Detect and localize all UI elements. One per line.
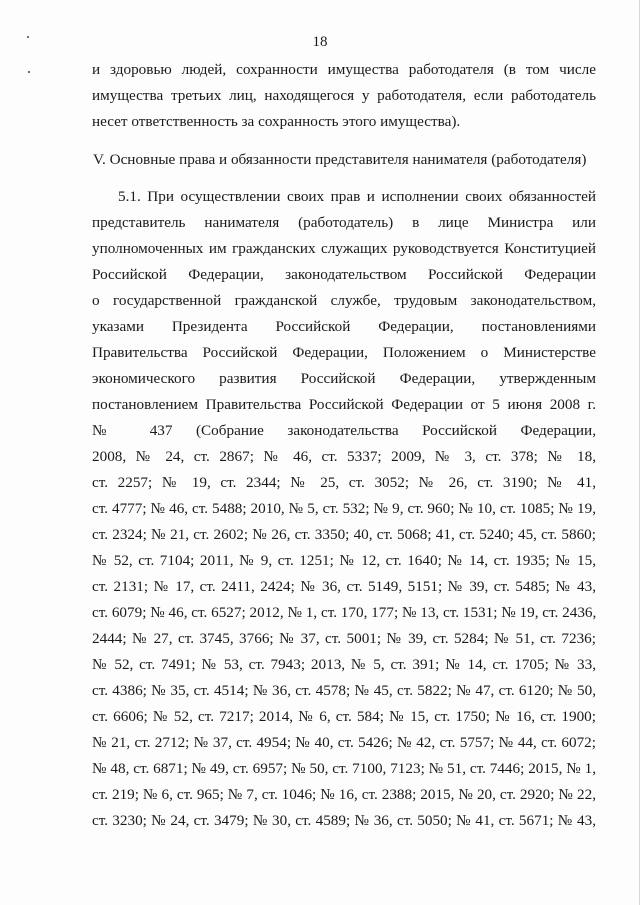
clause-line: уполномоченных им гражданских служащих руководствуется Конституцией — [92, 240, 596, 257]
clause-line: № 52, ст. 7491; № 53, ст. 7943; 2013, № 5, ст. 391; № 14, ст. 1705; № 33, — [92, 656, 596, 673]
clause-line: ст. 4777; № 46, ст. 5488; 2010, № 5, ст. 532; № 9, ст. 960; № 10, ст. 1085; № 19, — [92, 500, 596, 517]
clause-line: ст. 6079; № 46, ст. 6527; 2012, № 1, ст. 170, 177; № 13, ст. 1531; № 19, ст. 2436, — [92, 604, 597, 621]
section-heading: V. Основные права и обязанности представителя нанимателя (работодателя) — [93, 151, 587, 168]
clause-line: постановлением Правительства Российской Федерации от 5 июня 2008 г. — [92, 396, 596, 413]
clause-line: 5.1. При осуществлении своих прав и исполнении своих обязанностей — [118, 188, 596, 205]
clause-line: ст. 2324; № 21, ст. 2602; № 26, ст. 3350; 40, ст. 5068; 41, ст. 5240; 45, ст. 5860; — [92, 526, 596, 543]
clause-line: ст. 2257; № 19, ст. 2344; № 25, ст. 3052; № 26, ст. 3190; № 41, — [92, 474, 596, 491]
clause-line: ст. 2131; № 17, ст. 2411, 2424; № 36, ст. 5149, 5151; № 39, ст. 5485; № 43, — [92, 578, 596, 595]
clause-line: 2444; № 27, ст. 3745, 3766; № 37, ст. 5001; № 39, ст. 5284; № 51, ст. 7236; — [92, 630, 596, 647]
clause-line: ст. 3230; № 24, ст. 3479; № 30, ст. 4589; № 36, ст. 5050; № 41, ст. 5671; № 43, — [92, 812, 596, 829]
clause-line: о государственной гражданской службе, трудовым законодательством, — [92, 292, 596, 309]
clause-line: Правительства Российской Федерации, Положением о Министерстве — [92, 344, 596, 361]
clause-line: № 52, ст. 7104; 2011, № 9, ст. 1251; № 12, ст. 1640; № 14, ст. 1935; № 15, — [92, 552, 596, 569]
intro-line: несет ответственность за сохранность этого имущества). — [92, 113, 461, 130]
clause-line: ст. 6606; № 52, ст. 7217; 2014, № 6, ст. 584; № 15, ст. 1750; № 16, ст. 1900; — [92, 708, 596, 725]
clause-line: ст. 219; № 6, ст. 965; № 7, ст. 1046; № 16, ст. 2388; 2015, № 20, ст. 2920; № 22, — [92, 786, 596, 803]
clause-line: ст. 4386; № 35, ст. 4514; № 36, ст. 4578; № 45, ст. 5822; № 47, ст. 6120; № 50, — [92, 682, 596, 699]
intro-line: имущества третьих лиц, находящегося у работодателя, если работодатель — [92, 87, 596, 104]
scan-speck — [28, 71, 30, 73]
clause-line: указами Президента Российской Федерации, постановлениями — [92, 318, 596, 335]
intro-line: и здоровью людей, сохранности имущества работодателя (в том числе — [92, 61, 596, 78]
clause-line: экономического развития Российской Федерации, утвержденным — [92, 370, 596, 387]
clause-line: 2008, № 24, ст. 2867; № 46, ст. 5337; 2009, № 3, ст. 378; № 18, — [92, 448, 596, 465]
clause-line: № 48, ст. 6871; № 49, ст. 6957; № 50, ст. 7100, 7123; № 51, ст. 7446; 2015, № 1, — [92, 760, 596, 777]
clause-line: № 437 (Собрание законодательства Российской Федерации, — [92, 422, 596, 439]
clause-line: Российской Федерации, законодательством Российской Федерации — [92, 266, 596, 283]
page-number: 18 — [312, 34, 328, 50]
clause-line: № 21, ст. 2712; № 37, ст. 4954; № 40, ст. 5426; № 42, ст. 5757; № 44, ст. 6072; — [92, 734, 596, 751]
clause-line: представитель нанимателя (работодатель) в лице Министра или — [92, 214, 596, 231]
